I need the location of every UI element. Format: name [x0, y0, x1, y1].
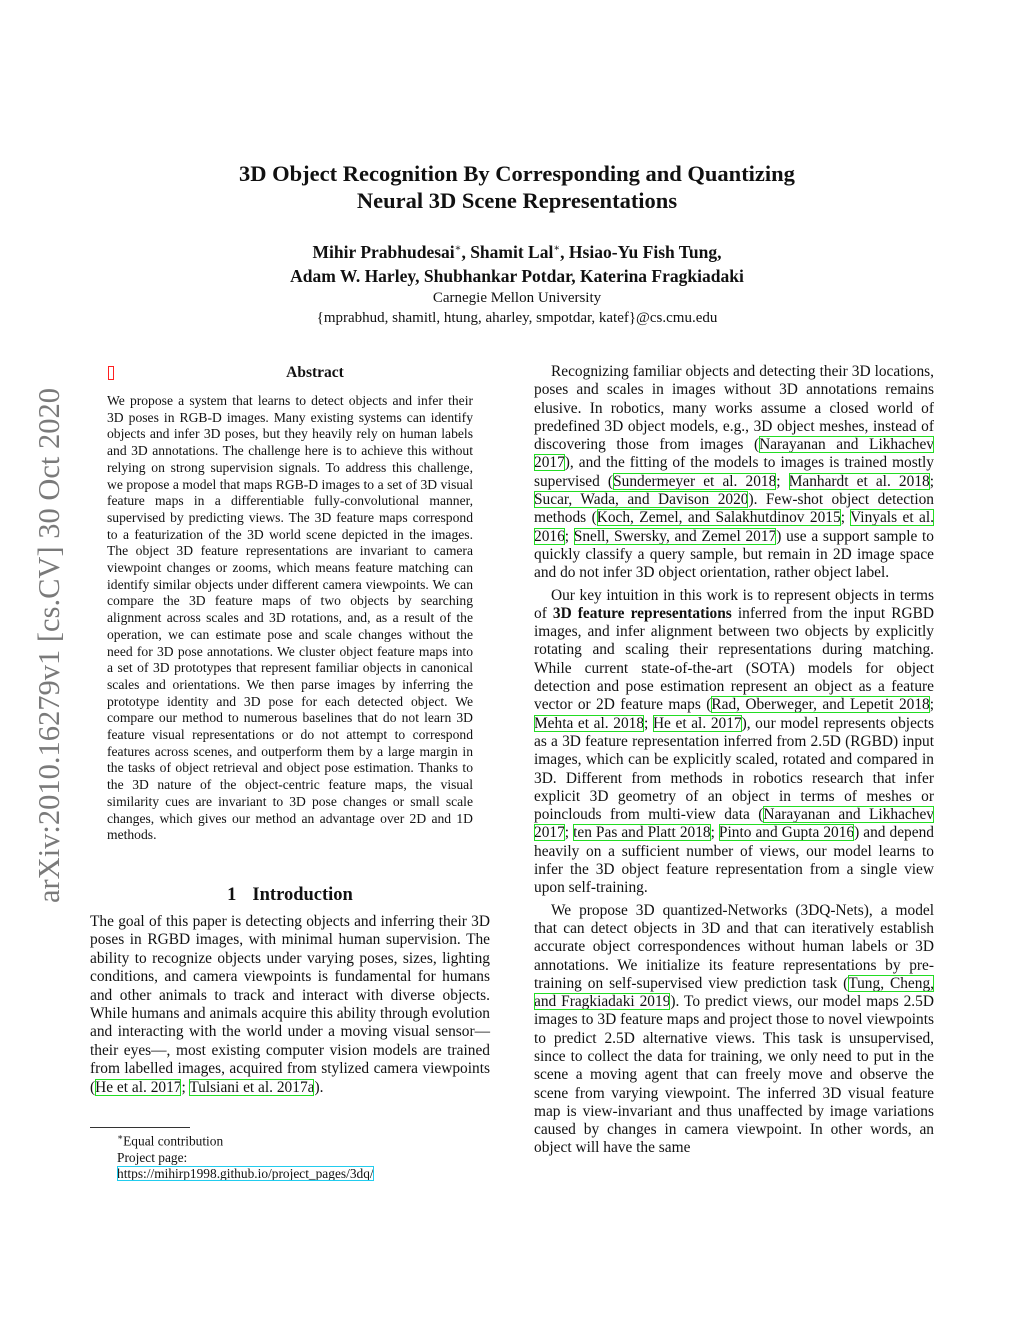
citation-text: Rad, Oberweger, and Lepetit: [711, 696, 894, 714]
paragraph-text: We propose 3D quantized-Networks (3DQ-Nets), a model that can detect objects in 3D and that can iteratively establish accurate object correspondences without human labels or 3D annotations. We initialize its feature representations by pre-training on self-supervised view prediction task (: [534, 901, 934, 992]
paragraph-2: Our key intuition in this work is to represent objects in terms of 3D feature representations inferred from the input RGBD images, and infer alignment between two objects by explicitly rotating and scaling their representations during matching. While current state-of-the-art (SOTA) models for object detection and pose estimation represent an object as a feature vector or 2D feature maps (Rad, Oberweger, and Lepetit 2018; Mehta et al. 2018; He et al. 2017), our model represents objects as a 3D feature representation inferred from 2.5D (RGBD) input images, which can be explicitly scaled, rotated and compared in 3D. Different from methods in robotics research that infer explicit 3D geometry of an object in terms of meshes or poinclouds from multi-view data (Narayanan and Likhachev 2017; ten Pas and Platt 2018; Pinto and Gupta 2016) and depend heavily on a sufficient number of views, our model learns to infer the 3D object feature representation from a single view upon self-training.: [534, 586, 935, 897]
title-line-2: Neural 3D Scene Representations: [356, 188, 678, 213]
footnotes: [117, 1129, 487, 1183]
citation-year: 2015: [809, 509, 841, 527]
author-list: [150, 237, 884, 288]
citation-link[interactable]: [711, 696, 929, 713]
author-1: Mihir Prabhudesai: [312, 241, 455, 262]
paragraph-text: ) and depend heavily on a sufficient number of views, our model learns to infer the 3D object feature representation from a single view upon self-training.: [534, 824, 934, 897]
emails: {mprabhud, shamitl, htung, aharley, smpotdar, katef}@cs.cmu.edu: [316, 309, 718, 326]
citation-text: Narayanan and Likhachev: [763, 806, 934, 824]
citation-text: Sundermeyer et al.: [613, 472, 738, 490]
intro-text-end: ).: [314, 1078, 324, 1096]
citation-year: 2017: [710, 714, 742, 732]
citation-year: 2019: [639, 993, 671, 1011]
authors-line-2: Adam W. Harley, Shubhankar Potdar, Katerina Fragkiadaki: [290, 265, 744, 286]
citation-link[interactable]: [189, 1079, 314, 1096]
citation-year: 2017: [745, 527, 777, 545]
intro-heading: [90, 885, 490, 906]
citation-link[interactable]: [95, 1079, 181, 1096]
abstract-heading: Abstract: [286, 364, 344, 381]
citation-year: 2017: [534, 824, 565, 842]
citation-year: 2018: [898, 696, 930, 714]
citation-link[interactable]: [534, 491, 748, 508]
authors-line-1: [150, 237, 884, 264]
arxiv-stamp-text: arXiv:2010.16279v1 [cs.CV] 30 Oct 2020: [32, 387, 67, 903]
citation-year: 2018: [679, 824, 711, 842]
citation-text: He et al.: [652, 714, 707, 732]
footnote-project-label: Project page:: [117, 1149, 188, 1165]
citation-text: Sucar, Wada, and Davison: [534, 491, 710, 509]
citation-link[interactable]: [534, 715, 644, 732]
intro-text: The goal of this paper is detecting objects and inferring their 3D poses in RGBD images, with minimal human supervision. The ability to recognize objects under varying poses, sizes, lighting conditions, and camera viewpoints is fundamental for humans and other animals to track and interact with diverse objects. While humans and animals acquire this ability through evolution and interacting with the world under a moving visual sensor—their eyes—, most existing computer vision models are trained from labelled images, acquired from stylized camera viewpoints (: [90, 913, 490, 1096]
citation-year: 2016: [534, 527, 565, 545]
author-1-mark: ∗: [454, 243, 462, 254]
project-url-link[interactable]: https://mihirp1998.github.io/project_pages/3dq/: [117, 1166, 374, 1182]
bold-phrase: 3D feature representations: [552, 604, 732, 622]
citation-link[interactable]: [573, 824, 711, 841]
citation-text: Snell, Swersky, and Zemel: [573, 527, 741, 545]
citation-year: 2016: [823, 824, 855, 842]
citation-text: Pinto and Gupta: [718, 824, 820, 842]
author-2-mark: ∗: [553, 243, 561, 254]
citation-text: Manhardt et al.: [788, 472, 891, 490]
paragraph-text: Our key intuition in this work is to represent objects in terms of: [534, 586, 934, 622]
citation-year: 2018: [898, 472, 930, 490]
paragraph-text: ) use a support sample to quickly classify a query sample, but remain in 2D image space and do not infer 3D object orientation, rather object label.: [534, 527, 935, 582]
citation-separator: ;: [181, 1078, 186, 1096]
paragraph-text: ), and the fitting of the models to images is trained mostly supervised (: [534, 454, 934, 490]
citation-text: Tung, Cheng, and Fragkiadaki: [534, 974, 935, 1011]
paper-title: [150, 160, 884, 214]
citation-text: Koch, Zemel, and Salakhutdinov: [596, 509, 805, 527]
citation-year: 2018: [613, 714, 645, 732]
paragraph-text: ), our model represents objects as a 3D feature representation inferred from 2.5D (RGBD) input images, which can be explicitly scaled, rotated and compared in 3D. Different from methods in robotics research that infer explicit 3D geometry of an object in terms of meshes or poinclouds from multi-view data (: [534, 714, 935, 824]
paragraph-text: Recognizing familiar objects and detecting their 3D locations, poses and scales in images without 3D annotations remains elusive. In robotics, many works assume a closed world of predefined 3D object models, e.g., 3D object meshes, instead of discovering those from images (: [534, 363, 934, 454]
section-number: 1: [227, 885, 237, 905]
author-3: , Hsiao-Yu Fish Tung,: [560, 241, 722, 262]
affiliation-block: [150, 289, 884, 328]
citation-text: Tulsiani et al.: [189, 1078, 273, 1096]
footnote-rule: [90, 1127, 190, 1128]
citation-year: 2017: [534, 454, 565, 472]
paragraph-text: ). To predict views, our model maps 2.5D images to 3D feature maps and project those to novel viewpoints to predict 2.5D alternative views. This task is unsupervised, since to collect the data for training, we only need to put in the scene a moving agent that can freely move and observe the scene from varying viewpoint. The inferred 3D visual feature map is view-invariant and thus unaffected by image variations caused by changes in camera viewpoint. In other words, an object will have the same: [534, 993, 934, 1157]
section-title: Introduction: [252, 885, 353, 905]
right-column: [534, 363, 934, 1162]
paragraph-1: Recognizing familiar objects and detecting their 3D locations, poses and scales in images without 3D annotations remains elusive. In robotics, many works assume a closed world of predefined 3D object models, e.g., 3D object meshes, instead of discovering those from images (Narayanan and Likhachev 2017), and the fitting of the models to images is trained mostly supervised (Sundermeyer et al. 2018; Manhardt et al. 2018; Sucar, Wada, and Davison 2020). Few-shot object detection methods (Koch, Zemel, and Salakhutdinov 2015; Vinyals et al. 2016; Snell, Swersky, and Zemel 2017) use a support sample to quickly classify a query sample, but remain in 2D image space and do not infer 3D object orientation, rather object label.: [534, 363, 935, 582]
citation-text: ten Pas and Platt: [573, 824, 676, 842]
citation-year: 2018: [745, 472, 777, 490]
citation-text: Narayanan and Likhachev: [759, 436, 934, 454]
citation-text: He et al.: [95, 1078, 147, 1096]
citation-link[interactable]: [574, 528, 777, 545]
citation-link[interactable]: [597, 509, 841, 526]
citation-year: 2020: [717, 491, 749, 509]
paragraph-text: ). Few-shot object detection methods (: [534, 491, 934, 527]
author-2: , Shamit Lal: [461, 241, 554, 262]
citation-text: Vinyals et al.: [850, 509, 934, 527]
footnote-mark: ∗: [117, 1132, 124, 1142]
intro-paragraph: [90, 913, 490, 1097]
citation-text: Mehta et al.: [534, 714, 609, 732]
affiliation: Carnegie Mellon University: [432, 290, 602, 306]
footnote-url-line: [117, 1166, 487, 1183]
citation-year: 2017: [150, 1078, 182, 1096]
citation-year: 2017a: [276, 1078, 315, 1096]
footnote-equal: [117, 1129, 487, 1150]
footnote-equal-text: Equal contribution: [123, 1133, 224, 1149]
paragraph-3: [534, 902, 934, 1158]
title-line-1: 3D Object Recognition By Corresponding and Quantizing: [239, 161, 795, 186]
citation-link[interactable]: [653, 715, 742, 732]
citation-link[interactable]: [719, 824, 854, 841]
paragraph-text: inferred from the input RGBD images, and infer alignment between two objects by explicitly rotating and scaling their representations during matching. While current state-of-the-art (SOTA) models for object detection and pose estimation represent an object as a feature vector or 2D feature maps (: [534, 604, 935, 714]
abstract-body: We propose a system that learns to detect objects and infer their 3D poses in RGB-D images. Many existing systems can identify objects and infer 3D poses, but they heavily rely on human labels and 3D annotations. The challenge here is to achieve this without relying on strong supervision signals. To address this challenge, we propose a model that maps RGB-D images to a set of 3D visual feature maps in a differentiable fully-convolutional manner, supervised by predicting views. The 3D feature maps correspond to a featurization of the 3D world scene depicted in the images. The object 3D feature representations are invariant to camera viewpoint changes or zooms, which means feature matching can identify similar objects under different camera viewpoints. We can compare the 3D feature maps of two objects by searching alignment across scales and 3D rotations, and, as a result of the operation, we can estimate pose and scale changes without the need for 3D pose annotations. We cluster object feature maps into a set of 3D prototypes that represent familiar objects in canonical scales and orientations. We then parse images by inferring the prototype identity and 3D pose for each detected object. We compare our method to numerous baselines that do not learn 3D feature visual representations or do not attempt to correspond features across scenes, and outperform them by a large margin in the tasks of object retrieval and object pose estimation. Thanks to the 3D nature of the object-centric feature maps, the visual similarity cues are invariant to 3D pose changes or small scale changes, which gives our method an advantage over 2D and 1D methods.: [107, 393, 473, 843]
citation-link[interactable]: [613, 473, 776, 490]
citation-link[interactable]: [789, 473, 930, 490]
arxiv-stamp: [30, 350, 70, 940]
